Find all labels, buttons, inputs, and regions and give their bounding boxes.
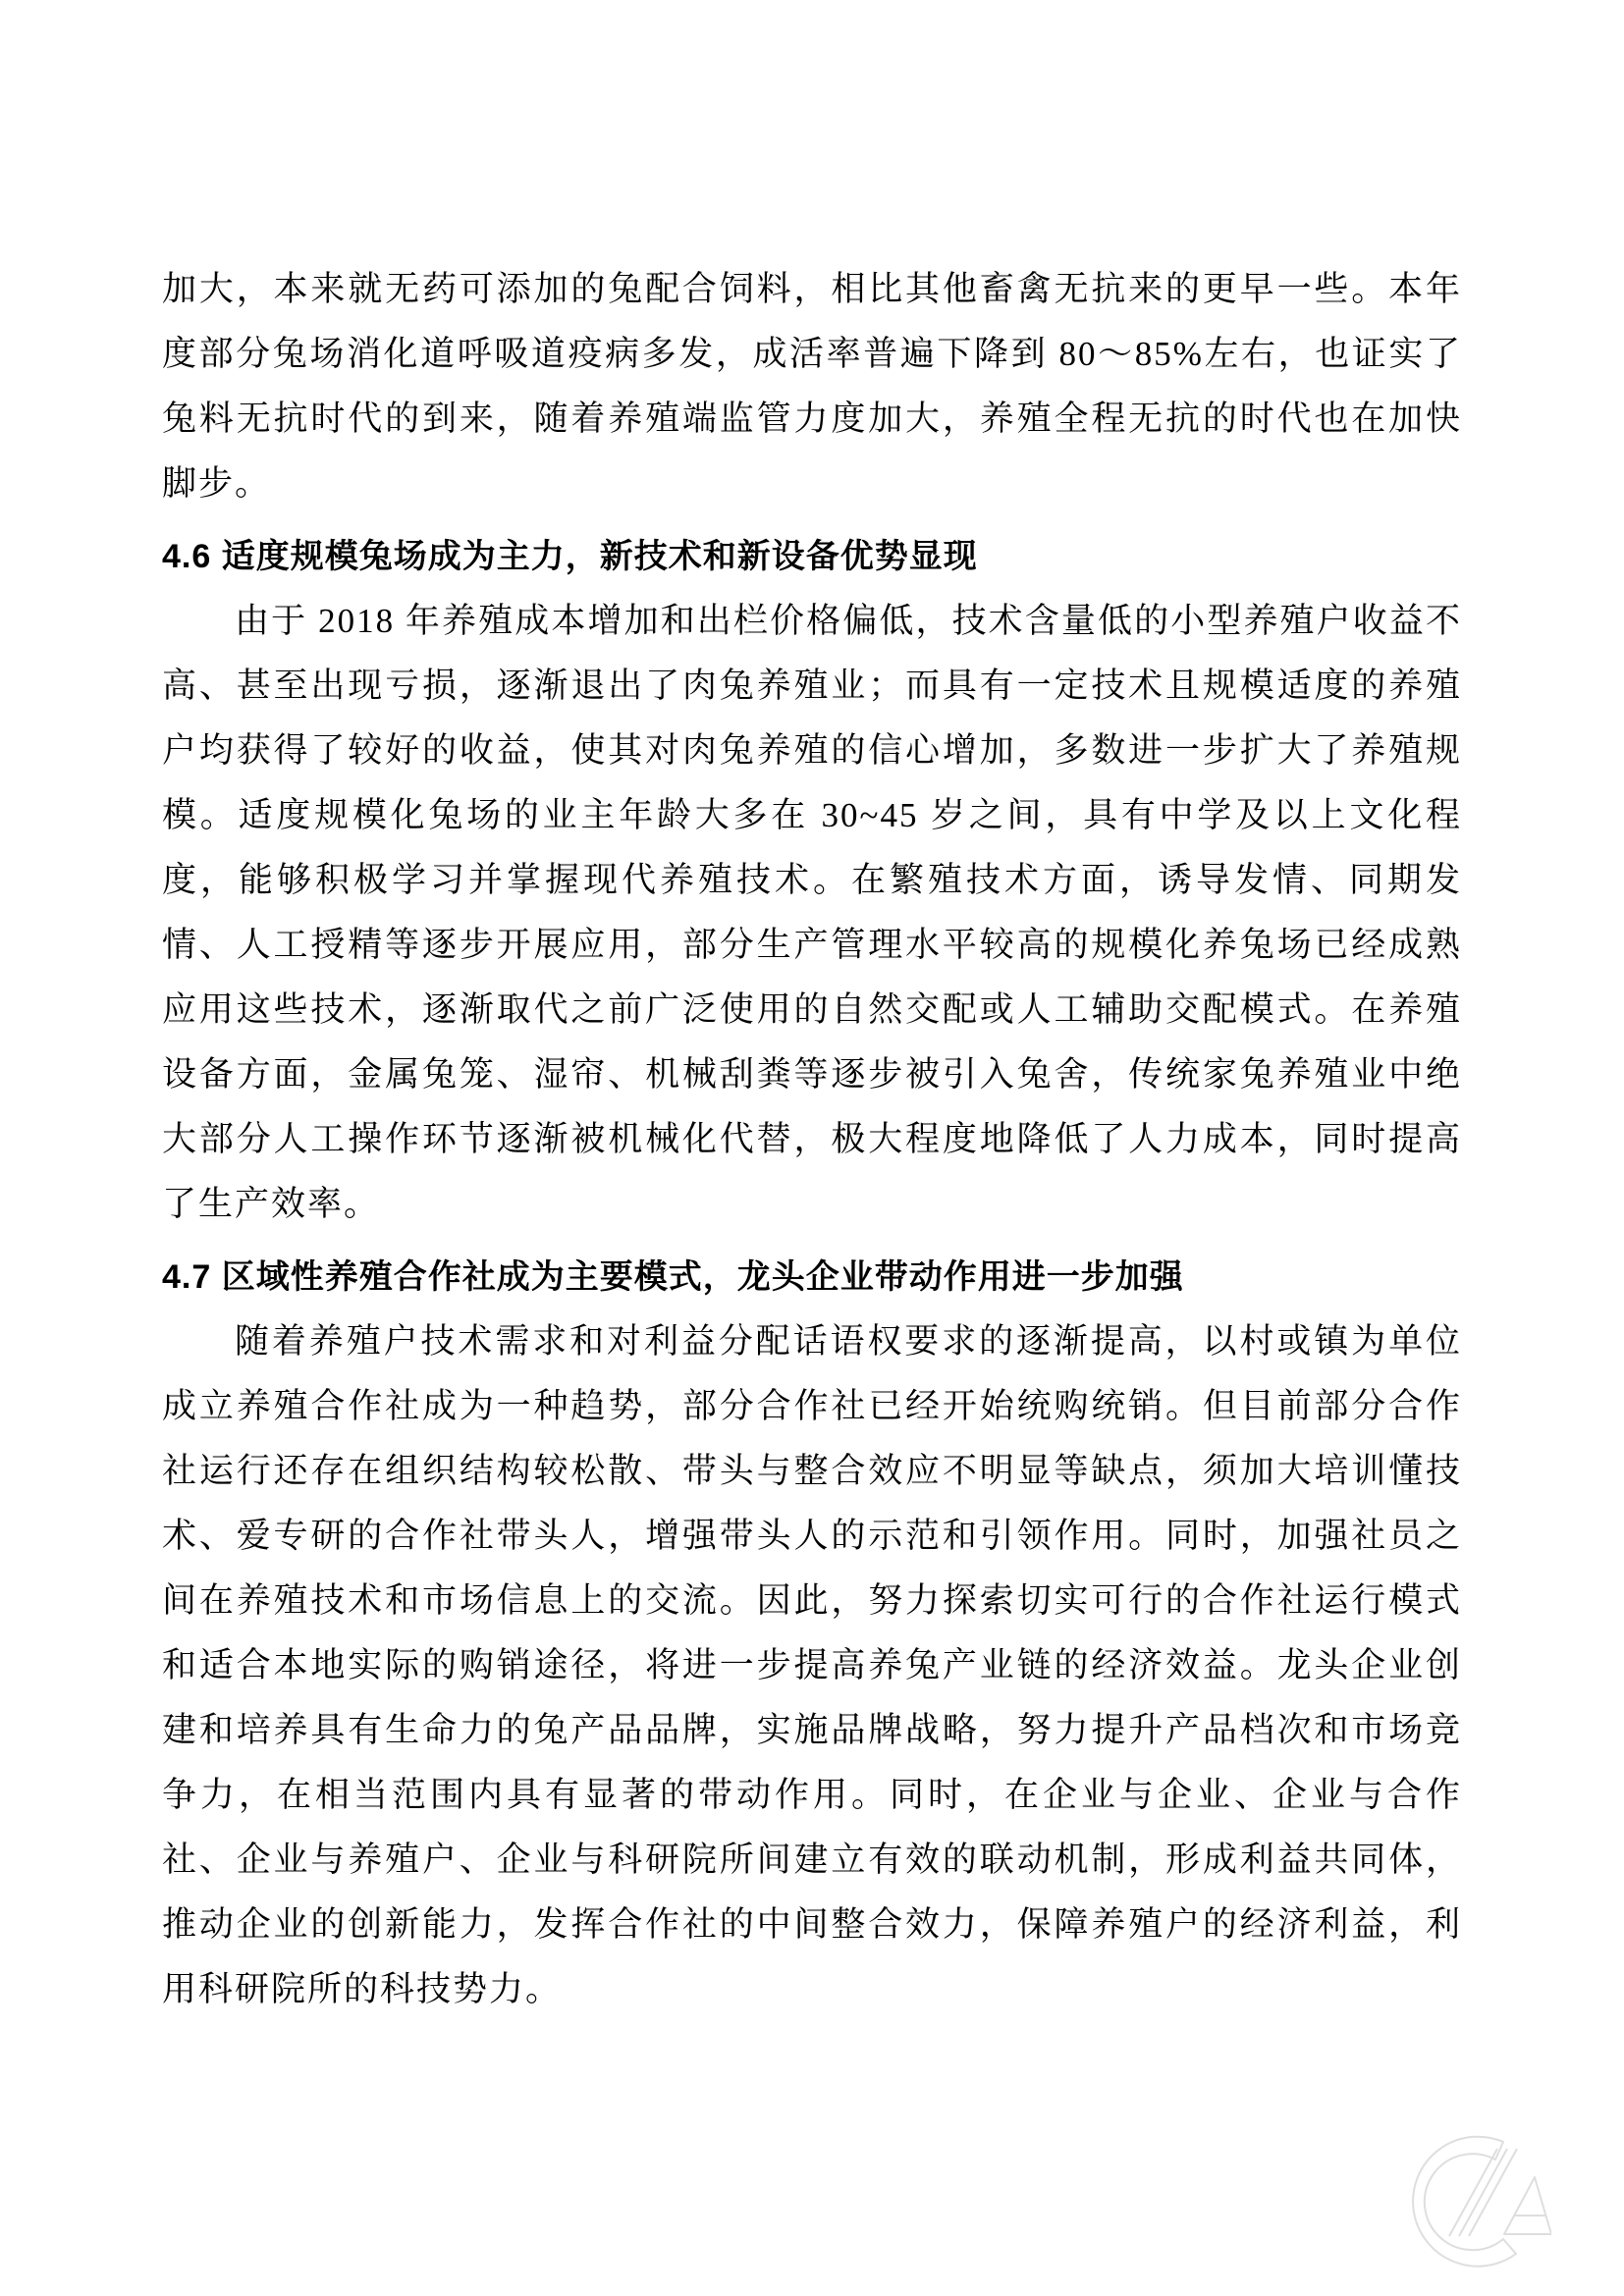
document-content bbox=[162, 257, 1462, 2022]
cla-watermark-icon bbox=[1404, 2132, 1551, 2279]
paragraph-4-7-cooperatives: 随着养殖户技术需求和对利益分配话语权要求的逐渐提高，以村或镇为单位成立养殖合作社成为一种趋势，部分合作社已经开始统购统销。但目前部分合作社运行还存在组织结构较松散、带头与整合效应不明显等缺点，须加大培训懂技术、爱专研的合作社带头人，增强带头人的示范和引领作用。同时，加强社员之间在养殖技术和市场信息上的交流。因此，努力探索切实可行的合作社运行模式和适合本地实际的购销途径，将进一步提高养兔产业链的经济效益。龙头企业创建和培养具有生命力的兔产品品牌，实施品牌战略，努力提升产品档次和市场竞争力，在相当范围内具有显著的带动作用。同时，在企业与企业、企业与合作社、企业与养殖户、企业与科研院所间建立有效的联动机制，形成利益共同体，推动企业的创新能力，发挥合作社的中间整合效力，保障养殖户的经济利益，利用科研院所的科技势力。 bbox=[162, 1322, 1462, 2008]
heading-4-7: 4.7 区域性养殖合作社成为主要模式，龙头企业带动作用进一步加强 bbox=[162, 1258, 1184, 1296]
paragraph-antibiotic-free-feed: 加大，本来就无药可添加的兔配合饲料，相比其他畜禽无抗来的更早一些。本年度部分兔场消化道呼吸道疫病多发，成活率普遍下降到 80～85%左右，也证实了兔料无抗时代的到来，随着养殖端监管力度加大，养殖全程无抗的时代也在加快脚步。 bbox=[162, 270, 1462, 503]
paragraph-4-6-moderate-scale-farms: 由于 2018 年养殖成本增加和出栏价格偏低，技术含量低的小型养殖户收益不高、甚至出现亏损，逐渐退出了肉兔养殖业；而具有一定技术且规模适度的养殖户均获得了较好的收益，使其对肉兔养殖的信心增加，多数进一步扩大了养殖规模。适度规模化兔场的业主年龄大多在 30~45 岁之间，具有中学及以上文化程度，能够积极学习并掌握现代养殖技术。在繁殖技术方面，诱导发情、同期发情、人工授精等逐步开展应用，部分生产管理水平较高的规模化养兔场已经成熟应用这些技术，逐渐取代之前广泛使用的自然交配或人工辅助交配模式。在养殖设备方面，金属兔笼、湿帘、机械刮粪等逐步被引入兔舍，传统家兔养殖业中绝大部分人工操作环节逐渐被机械化代替，极大程度地降低了人力成本，同时提高了生产效率。 bbox=[162, 602, 1462, 1223]
heading-4-6: 4.6 适度规模兔场成为主力，新技术和新设备优势显现 bbox=[162, 538, 978, 575]
